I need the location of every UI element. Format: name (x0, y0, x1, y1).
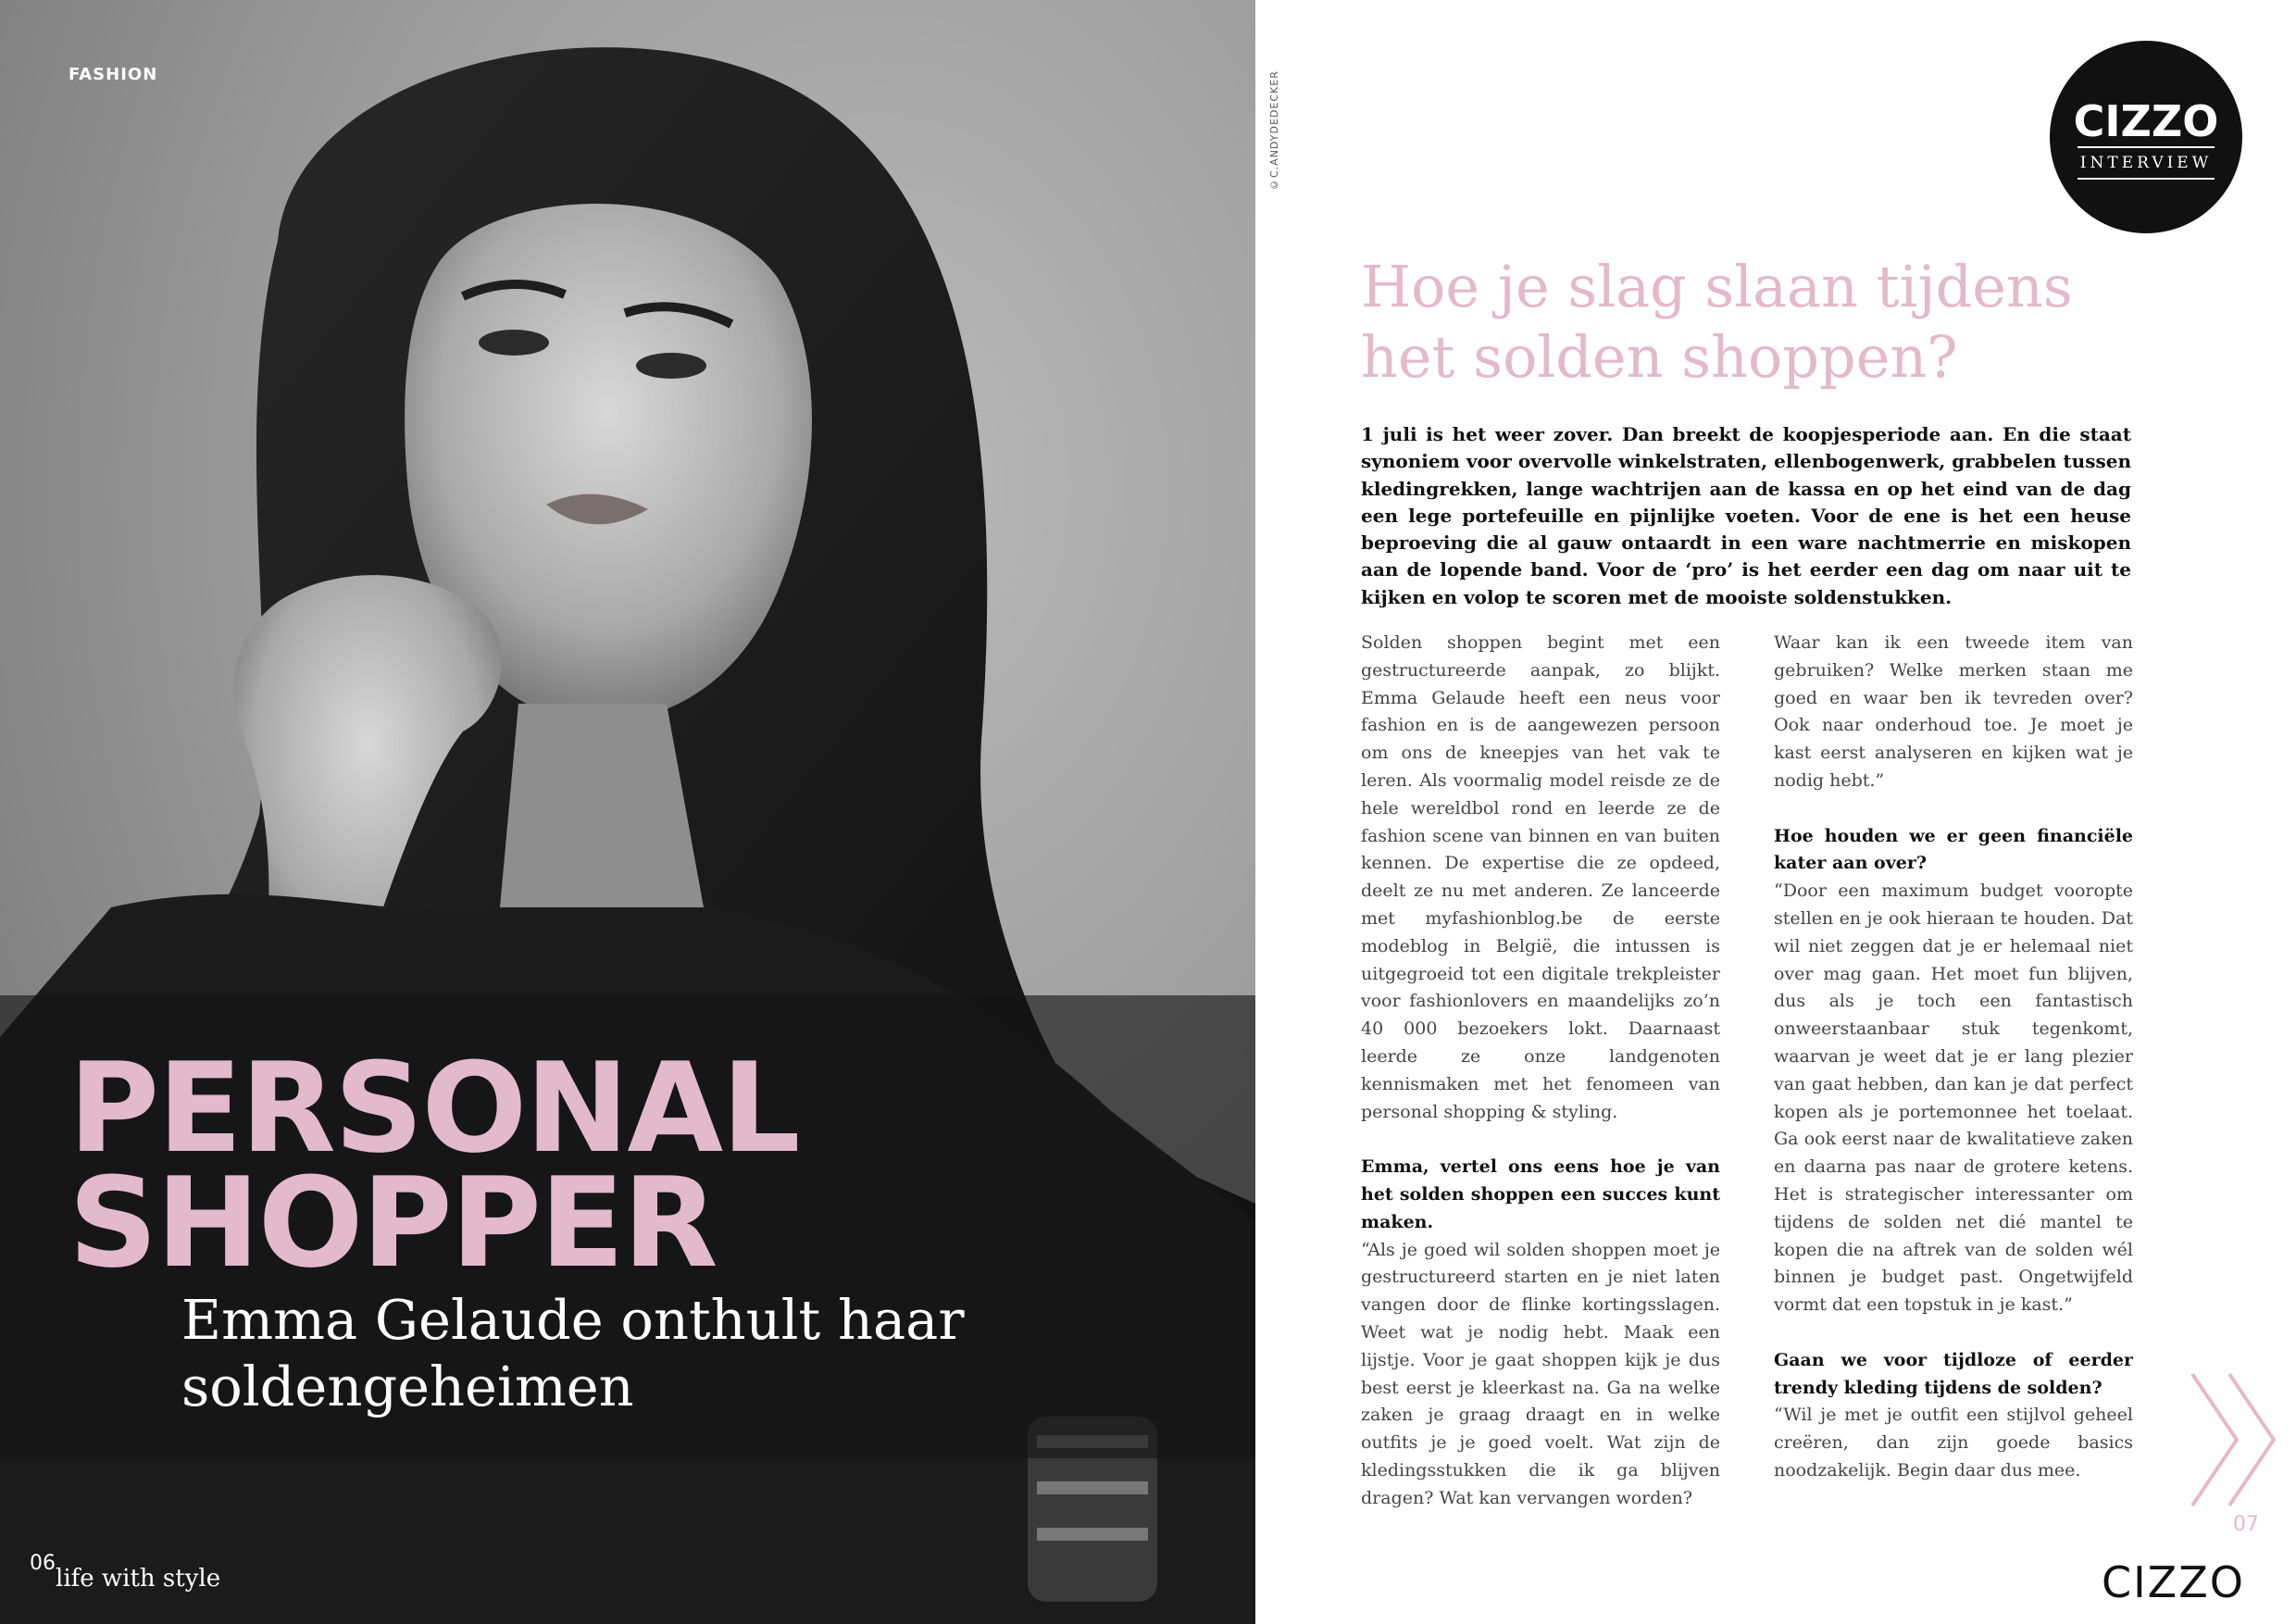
interview-answer: “Door een maximum budget vooropte stellen en je ook hieraan te houden. Dat wil niet zeggen dat je er helemaal niet over mag gaan. Het moet fun blijven, dus als je toch een fantastisch onweerstaanbaar stuk tegenkomt, waarvan je weet dat je er lang plezier van gaat hebben, dan kan je dat perfect kopen als je portemonnee het toelaat. Ga ook eerst naar de kwalitatieve zaken en daarna pas naar de grotere ketens. Het is strategischer interessanter om tijdens de solden net dié mantel te kopen die na aftrek van de solden wél binnen je budget past. Ongetwijfeld vormt dat een topstuk in je kast.” (1774, 881, 2133, 1316)
interview-question: Gaan we voor tijdloze of eerder trendy kleding tijdens de solden? (1774, 1349, 2133, 1398)
headline-line-2: SHOPPER (69, 1151, 717, 1295)
cizzo-interview-badge (2050, 41, 2242, 233)
cizzo-logo: CIZZO (2102, 1557, 2245, 1607)
subhead: Emma Gelaude onthult haar soldengeheimen (181, 1288, 965, 1418)
interview-question: Hoe houden we er geen financiële kater aan over? (1774, 825, 2133, 874)
tagline: life with style (56, 1565, 221, 1593)
article-column-2 (1774, 630, 2133, 1518)
page-number-right: 07 (2233, 1513, 2259, 1536)
article-lead: 1 juli is het weer zover. Dan breekt de koopjesperiode aan. En die staat synoniem voor overvolle winkelstraten, ellenbogenwerk, grabbelen tussen kledingrekken, lange wachtrijen aan de kassa en op het eind van de dag een lege portefeuille en pijnlijke voeten. Voor de ene is het een heuse beproeving die al gauw ontaardt in een ware nachtmerrie en miskopen aan de lopende band. Voor de ‘pro’ is het eerder een dag om naar uit te kijken en volop te scoren met de mooiste soldenstukken. (1361, 423, 2131, 608)
page-number-left: 06 (30, 1552, 56, 1575)
photo-credit: ©C.ANDYDEDECKER (1268, 70, 1280, 191)
interview-answer: “Als je goed wil solden shoppen moet je gestructureerd starten en je niet laten vangen door de flinke kortingsslagen. Weet wat je nodig hebt. Maak een lijstje. Voor je gaat shoppen kijk je dus best eerst je kleerkast na. Ga na welke zaken je graag draagt en in welke outfits je je goed voelt. Wat zijn de kledingsstukken die ik ga blijven dragen? Wat kan vervangen worden? (1361, 1239, 1720, 1508)
paragraph: Solden shoppen begint met een gestructureerde aanpak, zo blijkt. Emma Gelaude heeft een neus voor fashion en is de aangewezen persoon om ons de kneepjes van het vak te leren. Als voormalig model reisde ze de hele wereldbol rond en leerde ze de fashion scene van binnen en van buiten kennen. De expertise die ze opdeed, deelt ze nu met anderen. Ze lanceerde met myfashionblog.be de eerste modeblog in België, die intussen is uitgegroeid tot een digitale trekpleister voor fashionlovers en maandelijks zo’n 40 000 bezoekers lokt. Daarnaast leerde ze onze landgenoten kennismaken met het fenomeen van personal shopping & styling. (1361, 632, 1720, 1122)
double-chevron-right-icon (2185, 1370, 2287, 1509)
badge-label: INTERVIEW (2078, 146, 2215, 180)
headline (69, 1036, 799, 1295)
interview-answer: “Wil je met je outfit een stijlvol geheel creëren, dan zijn goede basics noodzakelijk. Begin daar dus mee. (1774, 1405, 2133, 1480)
section-label: FASHION (69, 65, 158, 84)
interview-answer-continued: Waar kan ik een tweede item van gebruiken? Welke merken staan me goed en waar ben ik tevreden over? Ook naar onderhoud toe. Je moet je kast eerst analyseren en kijken wat je nodig hebt.” (1774, 632, 2133, 791)
article-title: Hoe je slag slaan tijdens het solden shoppen? (1361, 253, 2073, 391)
interview-question: Emma, vertel ons eens hoe je van het solden shoppen een succes kunt maken. (1361, 1156, 1720, 1232)
article-column-1 (1361, 630, 1720, 1518)
badge-brand: CIZZO (2073, 96, 2219, 146)
headline-line-1: PERSONAL (69, 1036, 799, 1181)
